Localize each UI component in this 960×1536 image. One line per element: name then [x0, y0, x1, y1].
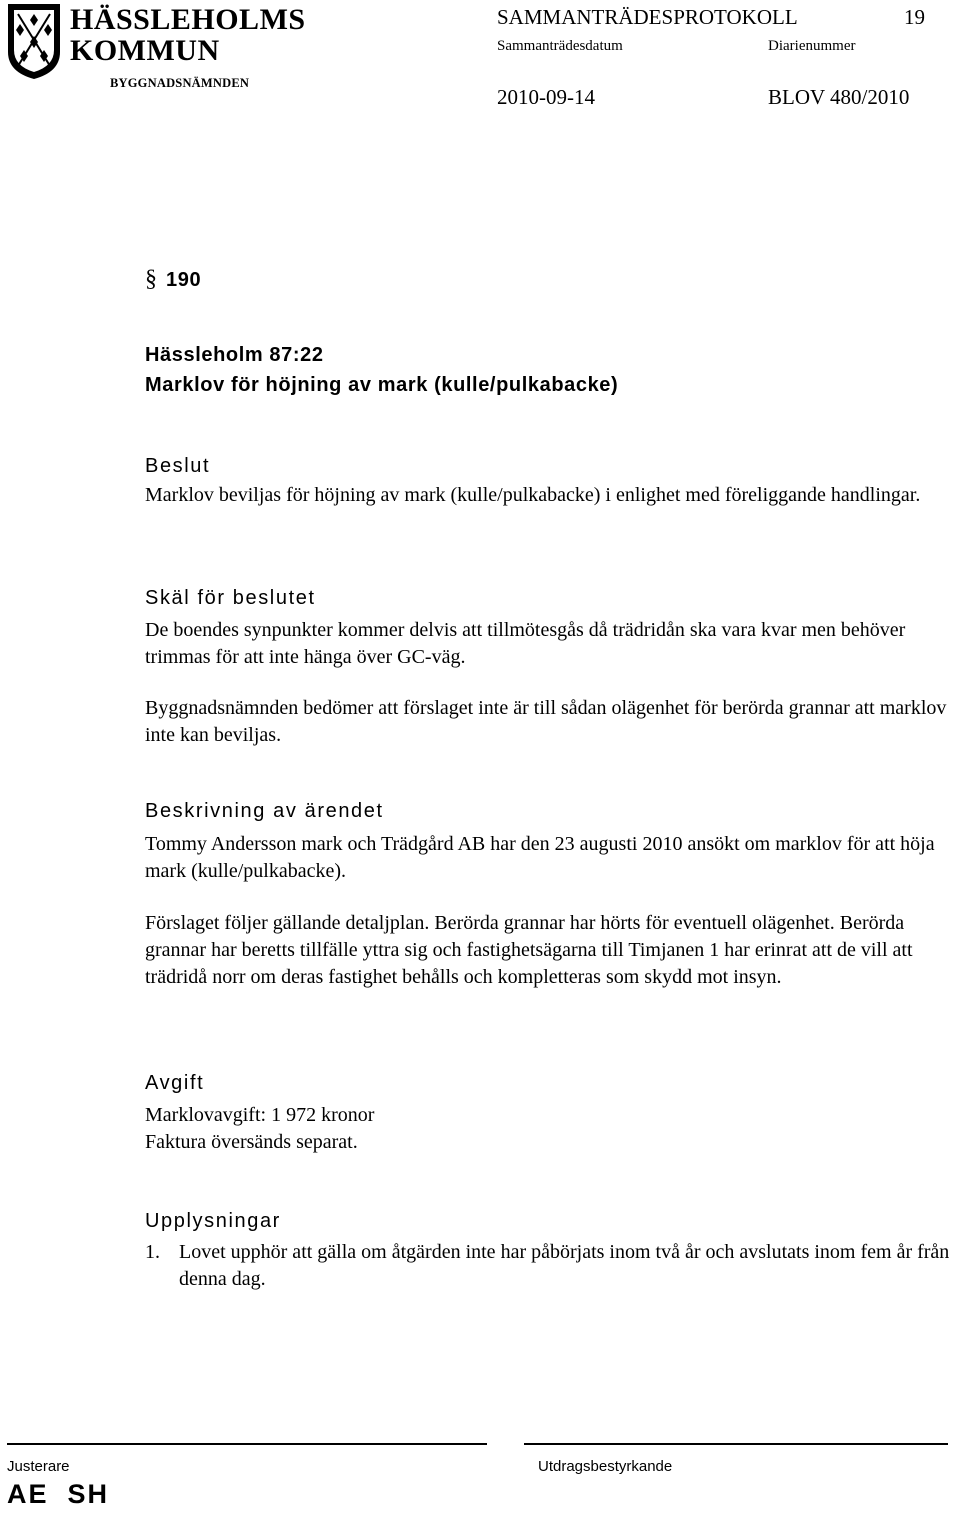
organization-name-line1: HÄSSLEHOLMS: [70, 3, 306, 36]
reasons-paragraph-2: Byggnadsnämnden bedömer att förslaget inte är till sådan olägenhet för berörda grannar att marklov inte kan beviljas.: [145, 697, 947, 746]
meeting-date-value: 2010-09-14: [497, 85, 595, 109]
adjuster-label: Justerare: [7, 1458, 70, 1475]
adjuster-initials: AE SH: [7, 1479, 110, 1509]
paragraph-sign: §: [145, 266, 157, 292]
list-item-text: Lovet upphör att gälla om åtgärden inte har påbörjats inom två år och avslutats inom fem år från denna dag.: [179, 1241, 950, 1290]
organization-name: [70, 4, 306, 66]
heading-information: Upplysningar: [145, 1210, 281, 1232]
property-designation: Hässleholm 87:22: [145, 344, 324, 366]
heading-decision: Beslut: [145, 455, 211, 477]
fee-amount: Marklovavgift: 1 972 kronor: [145, 1104, 375, 1126]
organization-name-line2: KOMMUN: [70, 34, 220, 67]
document-type: SAMMANTRÄDESPROTOKOLL: [497, 5, 798, 29]
footer-divider-right: [524, 1443, 948, 1445]
case-subject: Marklov för höjning av mark (kulle/pulkabacke): [145, 374, 619, 396]
reasons-paragraph-1: De boendes synpunkter kommer delvis att tillmötesgås då trädridån ska vara kvar men behöver trimmas för att inte hänga över GC-väg.: [145, 619, 906, 668]
meeting-date-label: Sammanträdesdatum: [497, 38, 623, 54]
heading-reasons: Skäl för beslutet: [145, 587, 316, 609]
heading-description: Beskrivning av ärendet: [145, 800, 384, 822]
fee-invoice-note: Faktura översänds separat.: [145, 1131, 358, 1153]
footer-divider-left: [7, 1443, 487, 1445]
decision-text: Marklov beviljas för höjning av mark (kulle/pulkabacke) i enlighet med föreliggande handlingar.: [145, 484, 921, 506]
registration-number-value: BLOV 480/2010: [768, 85, 910, 109]
list-item-number: 1.: [145, 1241, 160, 1263]
page-number: 19: [904, 5, 925, 29]
organization-department: BYGGNADSNÄMNDEN: [110, 76, 250, 90]
heading-fee: Avgift: [145, 1072, 205, 1094]
description-paragraph-2: Förslaget följer gällande detaljplan. Berörda grannar har hörts för eventuell olägenhet. Berörda grannar har beretts tillfälle yttra sig och fastighetsägarna till Timjanen 1 har erinrat att de vill att trädridå norr om deras fastighet behålls och kompletteras som skydd mot insyn.: [145, 912, 913, 988]
section-number: 190: [166, 269, 202, 291]
municipal-crest-icon: [6, 2, 62, 80]
certification-label: Utdragsbestyrkande: [538, 1458, 673, 1475]
description-paragraph-1: Tommy Andersson mark och Trädgård AB har den 23 augusti 2010 ansökt om marklov för att höja mark (kulle/pulkabacke).: [145, 833, 935, 882]
registration-number-label: Diarienummer: [768, 38, 856, 54]
